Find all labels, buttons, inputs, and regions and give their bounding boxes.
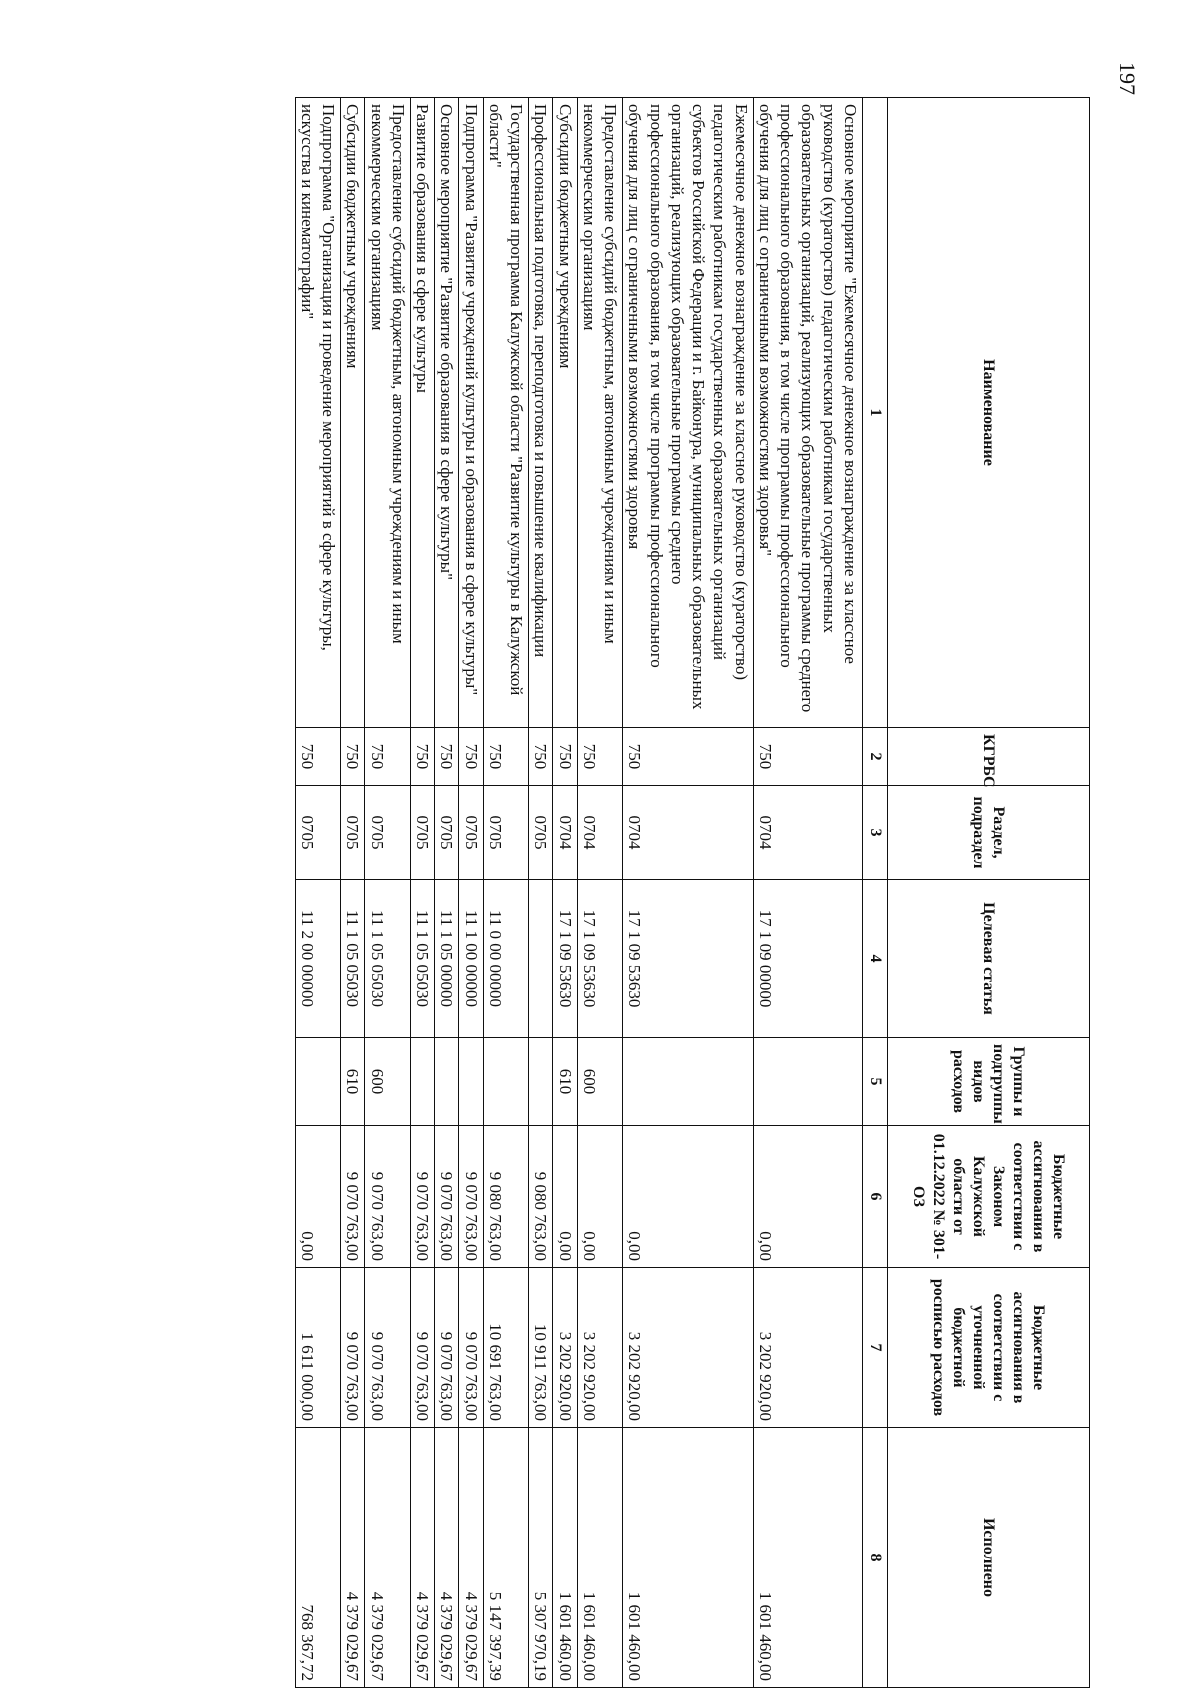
cell-kgrbs: 750 <box>295 728 341 786</box>
header-section: Раздел, подраздел <box>888 786 1090 880</box>
cell-section: 0705 <box>341 786 365 880</box>
header-target: Целевая статья <box>888 880 1090 1038</box>
column-number: 2 <box>863 728 888 786</box>
cell-name: Развитие образования в сфере культуры <box>411 98 435 728</box>
column-number: 7 <box>863 1268 888 1428</box>
cell-target: 11 1 05 05030 <box>365 880 411 1038</box>
table-row <box>341 98 365 1688</box>
table-row <box>365 98 411 1688</box>
rotated-page <box>135 97 1090 1687</box>
cell-section: 0704 <box>623 786 754 880</box>
cell-refined: 3 202 920,00 <box>577 1268 623 1428</box>
cell-section: 0705 <box>411 786 435 880</box>
cell-section: 0705 <box>483 786 529 880</box>
cell-name: Ежемесячное денежное вознаграждение за классное руководство (кураторство) педагогическим работникам государственных образовательных организаций субъектов Российской Федерации и г. Байконура, муниципальных образовательных организаций, реализующих образовательные программы среднего профессионального образования, в том числе программы профессионального обучения для лиц с ограниченными возможностями здоровья <box>623 98 754 728</box>
cell-refined: 3 202 920,00 <box>753 1268 862 1428</box>
cell-target: 11 1 00 00000 <box>459 880 483 1038</box>
cell-executed: 4 379 029,67 <box>341 1428 365 1688</box>
header-refined: Бюджетные ассигнования в соответствии с уточненной бюджетной росписью расходов <box>888 1268 1090 1428</box>
cell-refined: 3 202 920,00 <box>553 1268 577 1428</box>
cell-section: 0705 <box>529 786 553 880</box>
header-groups: Группы и подгруппы видов расходов <box>888 1038 1090 1126</box>
cell-executed: 1 601 460,00 <box>753 1428 862 1688</box>
table-row <box>459 98 483 1688</box>
cell-law: 9 070 763,00 <box>365 1126 411 1268</box>
column-number: 5 <box>863 1038 888 1126</box>
cell-executed: 768 367,72 <box>295 1428 341 1688</box>
header-kgrbs: КГРБС <box>888 728 1090 786</box>
cell-section: 0704 <box>553 786 577 880</box>
cell-executed: 4 379 029,67 <box>365 1428 411 1688</box>
cell-kgrbs: 750 <box>553 728 577 786</box>
cell-law: 9 070 763,00 <box>459 1126 483 1268</box>
column-number: 3 <box>863 786 888 880</box>
cell-section: 0705 <box>295 786 341 880</box>
cell-target: 17 1 09 53630 <box>623 880 754 1038</box>
cell-section: 0705 <box>365 786 411 880</box>
cell-target: 11 1 05 05030 <box>411 880 435 1038</box>
cell-target: 17 1 09 53630 <box>553 880 577 1038</box>
cell-executed: 5 307 970,19 <box>529 1428 553 1688</box>
cell-name: Предоставление субсидий бюджетным, автономным учреждениям и иным некоммерческим организациям <box>577 98 623 728</box>
cell-refined: 9 070 763,00 <box>341 1268 365 1428</box>
cell-name: Субсидии бюджетным учреждениям <box>553 98 577 728</box>
cell-executed: 5 147 397,39 <box>483 1428 529 1688</box>
cell-kgrbs: 750 <box>529 728 553 786</box>
cell-law: 9 080 763,00 <box>483 1126 529 1268</box>
cell-kgrbs: 750 <box>435 728 459 786</box>
cell-refined: 10 911 763,00 <box>529 1268 553 1428</box>
column-number-row <box>863 98 888 1688</box>
cell-kgrbs: 750 <box>365 728 411 786</box>
cell-group: 600 <box>577 1038 623 1126</box>
cell-refined: 3 202 920,00 <box>623 1268 754 1428</box>
header-executed: Исполнено <box>888 1428 1090 1688</box>
cell-kgrbs: 750 <box>577 728 623 786</box>
cell-group <box>529 1038 553 1126</box>
cell-name: Предоставление субсидий бюджетным, автономным учреждениям и иным некоммерческим организациям <box>365 98 411 728</box>
cell-name: Подпрограмма "Организация и проведение мероприятий в сфере культуры, искусства и кинематографии" <box>295 98 341 728</box>
cell-name: Профессиональная подготовка, переподготовка и повышение квалификации <box>529 98 553 728</box>
column-number: 8 <box>863 1428 888 1688</box>
cell-group <box>435 1038 459 1126</box>
cell-group <box>483 1038 529 1126</box>
cell-executed: 1 601 460,00 <box>577 1428 623 1688</box>
cell-kgrbs: 750 <box>753 728 862 786</box>
budget-table <box>295 97 1090 1688</box>
cell-law: 9 080 763,00 <box>529 1126 553 1268</box>
table-row <box>529 98 553 1688</box>
cell-refined: 9 070 763,00 <box>411 1268 435 1428</box>
column-number: 6 <box>863 1126 888 1268</box>
header-law: Бюджетные ассигнования в соответствии с Законом Калужской области от 01.12.2022 № 301-ОЗ <box>888 1126 1090 1268</box>
cell-refined: 1 611 000,00 <box>295 1268 341 1428</box>
cell-group: 610 <box>553 1038 577 1126</box>
cell-name: Субсидии бюджетным учреждениям <box>341 98 365 728</box>
cell-group <box>295 1038 341 1126</box>
cell-kgrbs: 750 <box>341 728 365 786</box>
cell-kgrbs: 750 <box>623 728 754 786</box>
cell-law: 0,00 <box>623 1126 754 1268</box>
cell-target: 17 1 09 00000 <box>753 880 862 1038</box>
cell-refined: 9 070 763,00 <box>435 1268 459 1428</box>
cell-section: 0704 <box>753 786 862 880</box>
cell-name: Подпрограмма "Развитие учреждений культуры и образования в сфере культуры" <box>459 98 483 728</box>
cell-executed: 4 379 029,67 <box>459 1428 483 1688</box>
cell-name: Основное мероприятие "Развитие образования в сфере культуры" <box>435 98 459 728</box>
cell-kgrbs: 750 <box>459 728 483 786</box>
cell-group: 600 <box>365 1038 411 1126</box>
table-row <box>483 98 529 1688</box>
cell-law: 0,00 <box>577 1126 623 1268</box>
cell-target: 11 0 00 00000 <box>483 880 529 1038</box>
cell-group <box>623 1038 754 1126</box>
cell-group: 610 <box>341 1038 365 1126</box>
cell-group <box>459 1038 483 1126</box>
cell-refined: 9 070 763,00 <box>459 1268 483 1428</box>
page-number: 197 <box>1115 62 1140 95</box>
cell-refined: 9 070 763,00 <box>365 1268 411 1428</box>
cell-group <box>411 1038 435 1126</box>
cell-law: 0,00 <box>295 1126 341 1268</box>
cell-group <box>753 1038 862 1126</box>
cell-target: 11 2 00 00000 <box>295 880 341 1038</box>
table-row <box>577 98 623 1688</box>
cell-law: 0,00 <box>553 1126 577 1268</box>
table-row <box>435 98 459 1688</box>
cell-refined: 10 691 763,00 <box>483 1268 529 1428</box>
table-row <box>295 98 341 1688</box>
table-row <box>553 98 577 1688</box>
cell-name: Государственная программа Калужской области "Развитие культуры в Калужской области" <box>483 98 529 728</box>
cell-executed: 1 601 460,00 <box>623 1428 754 1688</box>
cell-target: 17 1 09 53630 <box>577 880 623 1038</box>
cell-section: 0704 <box>577 786 623 880</box>
table-row <box>753 98 862 1688</box>
cell-executed: 1 601 460,00 <box>553 1428 577 1688</box>
cell-law: 0,00 <box>753 1126 862 1268</box>
column-number: 1 <box>863 98 888 728</box>
cell-section: 0705 <box>459 786 483 880</box>
cell-kgrbs: 750 <box>411 728 435 786</box>
cell-law: 9 070 763,00 <box>435 1126 459 1268</box>
cell-law: 9 070 763,00 <box>341 1126 365 1268</box>
header-name: Наименование <box>888 98 1090 728</box>
cell-name: Основное мероприятие "Ежемесячное денежное вознаграждение за классное руководство (кураторство) педагогическим работникам государственных образовательных организаций, реализующих образовательные программы среднего профессионального образования, в том числе программы профессионального обучения для лиц с ограниченными возможностями здоровья" <box>753 98 862 728</box>
cell-kgrbs: 750 <box>483 728 529 786</box>
column-number: 4 <box>863 880 888 1038</box>
cell-section: 0705 <box>435 786 459 880</box>
table-row <box>411 98 435 1688</box>
cell-target <box>529 880 553 1038</box>
cell-law: 9 070 763,00 <box>411 1126 435 1268</box>
cell-target: 11 1 05 05030 <box>341 880 365 1038</box>
cell-executed: 4 379 029,67 <box>411 1428 435 1688</box>
table-row <box>623 98 754 1688</box>
cell-executed: 4 379 029,67 <box>435 1428 459 1688</box>
cell-target: 11 1 05 00000 <box>435 880 459 1038</box>
